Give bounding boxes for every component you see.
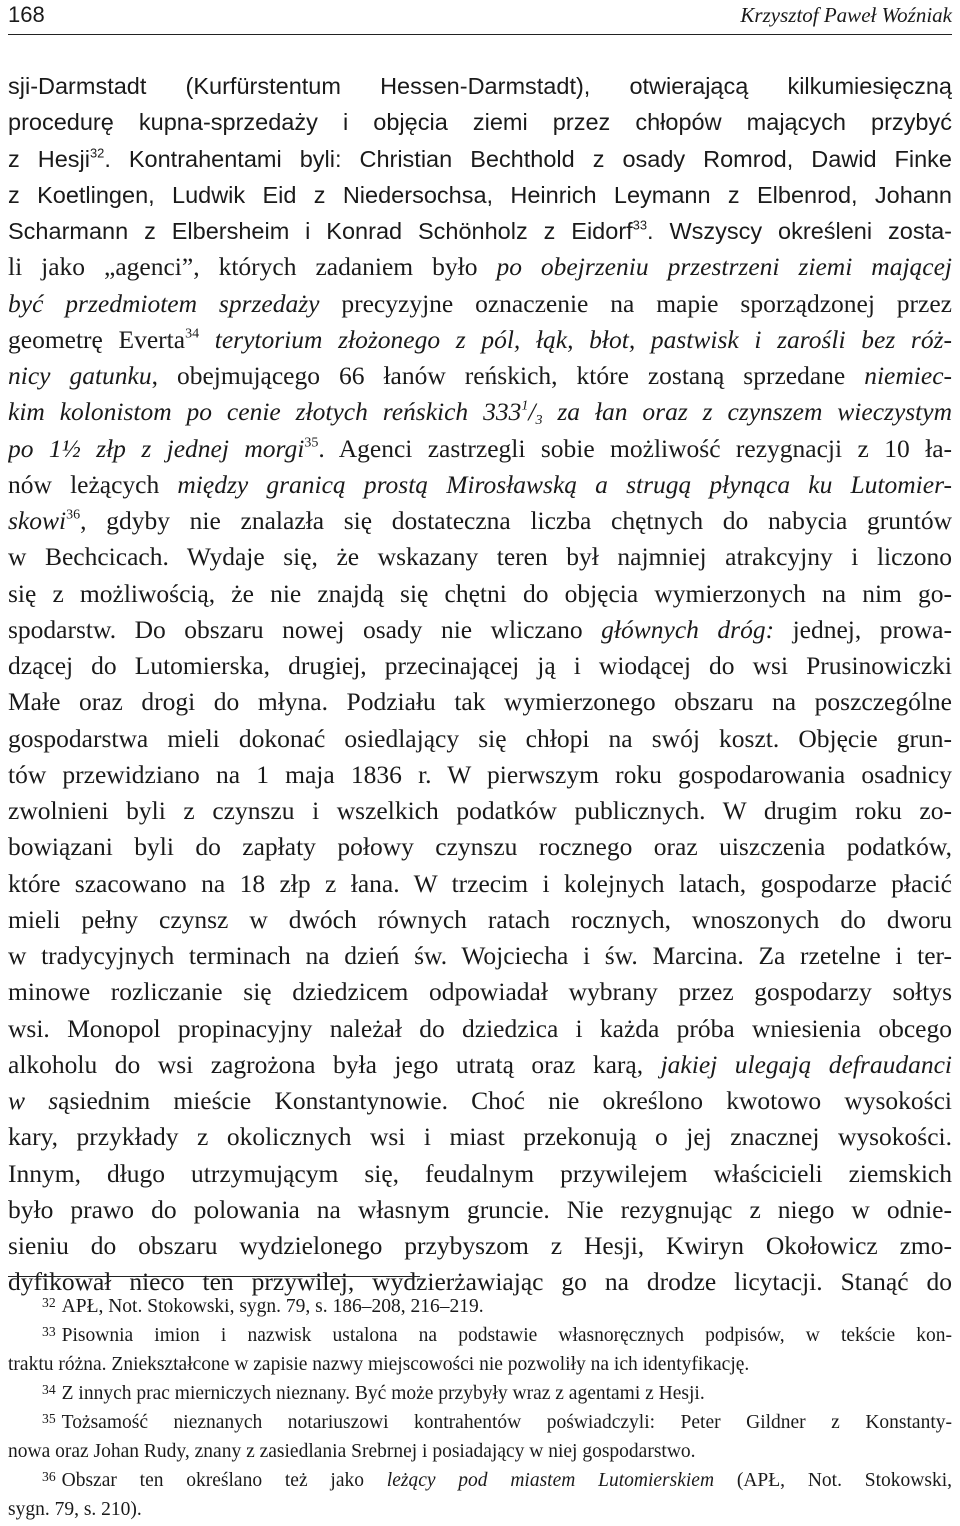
text-run: , gdyby nie znalazła się dostateczna liczba chętnych do nabycia gruntów: [80, 506, 952, 535]
text-run: jednej, prowa-: [774, 614, 952, 644]
footnote-ref: 35: [304, 434, 319, 450]
text-run: było prawo do polowania na własnym gruncie. Nie rezygnując z niego w odnie-: [8, 1194, 952, 1224]
text-run: niemiec-: [864, 361, 952, 390]
footnotes: [8, 1292, 952, 1524]
text-run: głównych dróg:: [601, 614, 775, 644]
text-run: wsi. Monopol propinacyjny należał do dziedzica i każda próba wniesienia obcego: [8, 1013, 952, 1043]
text-run: minowe rozliczanie się dziedzicem odpowiadał wybrany przez gospodarzy sołtys: [8, 977, 952, 1007]
text-run: po obejrzeniu przestrzeni ziemi mającej: [496, 252, 952, 282]
footnote-line: [8, 1437, 952, 1466]
text-run: kary, przykłady z okolicznych wsi i miast przekonują o jej znacznej wysokości.: [8, 1122, 952, 1152]
text-run: geometrę Everta: [8, 324, 186, 354]
footnote-ref: 34: [185, 326, 200, 342]
text-run: /: [528, 397, 536, 427]
text-run: Obszar ten określano też jako: [61, 1470, 387, 1491]
text-run: . Kontrahentami byli: Christian Bechthold z osady Romrod, Dawid Finke: [104, 145, 952, 172]
footnote-ref: 33: [42, 1324, 56, 1340]
text-run: między granicą prostą Mirosławską a strugą płynąca ku Lutomier-: [177, 469, 952, 499]
text-run: zwolnieni byli z czynszu i wszelkich podatków publicznych. W drugim roku zo-: [8, 796, 952, 825]
text-run: z Koetlingen, Ludwik Eid z Niedersochsa, Heinrich Leymann z Elbenrod, Johann: [8, 181, 952, 208]
text-run: w Bechcicach. Wydaje się, że wskazany teren był najmniej atrakcyjny i liczono: [8, 542, 952, 572]
body-line: [8, 1156, 952, 1192]
text-run: leżący pod miastem Lutomierskiem: [386, 1470, 715, 1491]
text-run: nów leżących: [8, 469, 178, 499]
page-number: 168: [8, 2, 45, 27]
text-run: Innym, długo utrzymującym się, feudalnym przywilejem właścicieli ziemskich: [8, 1158, 952, 1188]
text-run: Tożsamość nieznanych notariuszowi kontrahentów poświadczyli: Peter Gildner z Konstanty-: [61, 1412, 952, 1433]
text-run: jakiej ulegają defraudanci: [660, 1049, 952, 1079]
text-run: . Wszyscy określeni zosta-: [647, 218, 952, 244]
footnote-line: [8, 1321, 952, 1350]
text-run: tów przewidziano na 1 maja 1836 r. W pierwszym roku gospodarowania osadnicy: [8, 759, 952, 789]
text-run: ąsiednim mieście Konstantynowie. Choć nie określono kwotowo wysokości: [58, 1086, 952, 1115]
text-run: w tradycyjnych terminach na dzień św. Wojciecha i św. Marcina. Za rzetelne i ter-: [8, 941, 952, 970]
text-run: Małe oraz drogi do młyna. Podziału tak wymierzonego obszaru na poszczególne: [8, 687, 952, 717]
footnote-line: [8, 1408, 952, 1437]
body-line: [8, 1011, 952, 1047]
body-line: [8, 249, 952, 285]
page-header: [8, 0, 952, 35]
body-line: [8, 793, 952, 829]
running-head-author: Krzysztof Paweł Woźniak: [740, 3, 952, 27]
body-text: [8, 68, 952, 1301]
text-run: gospodarstwa mieli dokonać osiedlający się chłopi na swój koszt. Objęcie grun-: [8, 723, 952, 753]
text-run: (APŁ, Not. Stokowski,: [714, 1470, 952, 1491]
body-line: [8, 539, 952, 575]
footnote-ref: 34: [42, 1382, 56, 1398]
footnote-ref: 35: [42, 1411, 56, 1427]
body-line: [8, 104, 952, 140]
text-run: Z innych prac mierniczych nieznany. Być może przybyły wraz z agentami z Hesji.: [61, 1383, 705, 1404]
text-run: dzącej do Lutomierska, drugiej, przecinającej ją i wiodącej do wsi Prusinowiczki: [8, 651, 952, 680]
body-line: [8, 757, 952, 793]
text-run: precyzyjne oznaczenie na mapie sporządzonej przez: [319, 288, 952, 318]
footnote-line: [8, 1466, 952, 1495]
footnote-separator: [8, 1276, 420, 1277]
body-line: [8, 358, 952, 394]
body-line: [8, 394, 952, 430]
body-line: [8, 902, 952, 938]
body-line: [8, 1083, 952, 1119]
text-run: alkoholu do wsi zagrożona była jego utratą oraz karą,: [8, 1049, 661, 1079]
body-line: [8, 68, 952, 104]
text-run: procedurę kupna-sprzedaży i objęcia ziemi przez chłopów mających przybyć: [8, 109, 952, 136]
body-line: [8, 938, 952, 974]
footnote-ref: 32: [42, 1295, 56, 1311]
footnote-ref: 33: [632, 217, 648, 233]
body-line: [8, 467, 952, 503]
text-run: które szacowano na 18 złp z łana. W trzecim i kolejnych latach, gospodarze płacić: [8, 868, 952, 898]
text-run: terytorium złożonego z pól, łąk, błot, pastwisk i zarośli bez róż-: [214, 324, 952, 354]
text-run: sieniu do obszaru wydzielonego przybyszom z Hesji, Kwiryn Okołowicz zmo-: [8, 1231, 952, 1260]
body-line: [8, 612, 952, 648]
text-run: APŁ, Not. Stokowski, sygn. 79, s. 186–208, 216–219.: [61, 1296, 484, 1317]
text-run: z Hesji: [8, 145, 90, 172]
text-run: li jako „agenci”, których zadaniem było: [8, 252, 497, 282]
text-run: bowiązani byli do zapłaty połowy czynszu rocznego oraz uiszczenia podatków,: [8, 832, 952, 862]
footnote-ref: 36: [42, 1469, 56, 1485]
body-line: [8, 177, 952, 213]
text-run: kim kolonistom po cenie złotych reńskich 333: [8, 397, 522, 427]
text-run: być przedmiotem sprzedaży: [8, 288, 320, 318]
footnote-ref: 36: [66, 507, 81, 523]
text-run: się z możliwością, że nie znajdą się chętni do objęcia wymierzonych na nim go-: [8, 578, 952, 608]
body-line: [8, 866, 952, 902]
footnote-line: [8, 1292, 952, 1321]
footnote-ref: 32: [89, 144, 105, 160]
text-run: . Agenci zastrzegli sobie możliwość rezygnacji z 10 ła-: [318, 433, 952, 463]
text-run: Pisownia imion i nazwisk ustalona na podstawie własnoręcznych podpisów, w tekście kon-: [61, 1325, 952, 1346]
body-line: [8, 322, 952, 358]
text-run: traktu różna. Zniekształcone w zapisie nazwy miejscowości nie pozwoliły na ich identyfikację.: [8, 1354, 750, 1375]
text-run: Scharmann z Elbersheim i Konrad Schönholz z Eidorf: [8, 218, 633, 244]
body-line: [8, 576, 952, 612]
text-run: 3: [535, 413, 543, 429]
text-run: w s: [8, 1086, 59, 1115]
footnote-ref: 1: [521, 398, 529, 414]
footnote-line: [8, 1350, 952, 1379]
body-line: [8, 1119, 952, 1155]
text-run: nicy gatunku: [8, 361, 152, 390]
footnote-line: [8, 1495, 952, 1524]
body-line: [8, 974, 952, 1010]
body-line: [8, 286, 952, 322]
body-line: [8, 1192, 952, 1228]
text-run: nowa oraz Johan Rudy, znany z zasiedlania Srebrnej i posiadający w niej gospodarstwo.: [8, 1441, 696, 1462]
body-line: [8, 648, 952, 684]
body-line: [8, 503, 952, 539]
text-run: po 1½ złp z jednej morgi: [8, 433, 305, 463]
footnote-line: [8, 1379, 952, 1408]
text-run: sygn. 79, s. 210).: [8, 1499, 142, 1520]
text-run: mieli pełny czynsz w dwóch równych ratach rocznych, wnoszonych do dworu: [8, 904, 952, 934]
body-line: [8, 141, 952, 177]
body-line: [8, 721, 952, 757]
body-line: [8, 684, 952, 720]
text-run: skowi: [8, 506, 67, 535]
body-line: [8, 431, 952, 467]
body-line: [8, 829, 952, 865]
text-run: za łan oraz z czynszem wieczystym: [542, 397, 952, 427]
text-run: dyfikował nieco ten przywilej, wydzierżawiając go na drodze licytacji. Stanąć do: [8, 1267, 952, 1297]
text-run: spodarstw. Do obszaru nowej osady nie wliczano: [8, 614, 602, 644]
body-line: [8, 1047, 952, 1083]
body-line: [8, 1228, 952, 1264]
body-line: [8, 213, 952, 249]
text-run: [199, 325, 215, 354]
text-run: sji-Darmstadt (Kurfürstentum Hessen-Darmstadt), otwierającą kilkumiesięczną: [8, 73, 952, 99]
text-run: , obejmującego 66 łanów reńskich, które zostaną sprzedane: [151, 361, 865, 390]
